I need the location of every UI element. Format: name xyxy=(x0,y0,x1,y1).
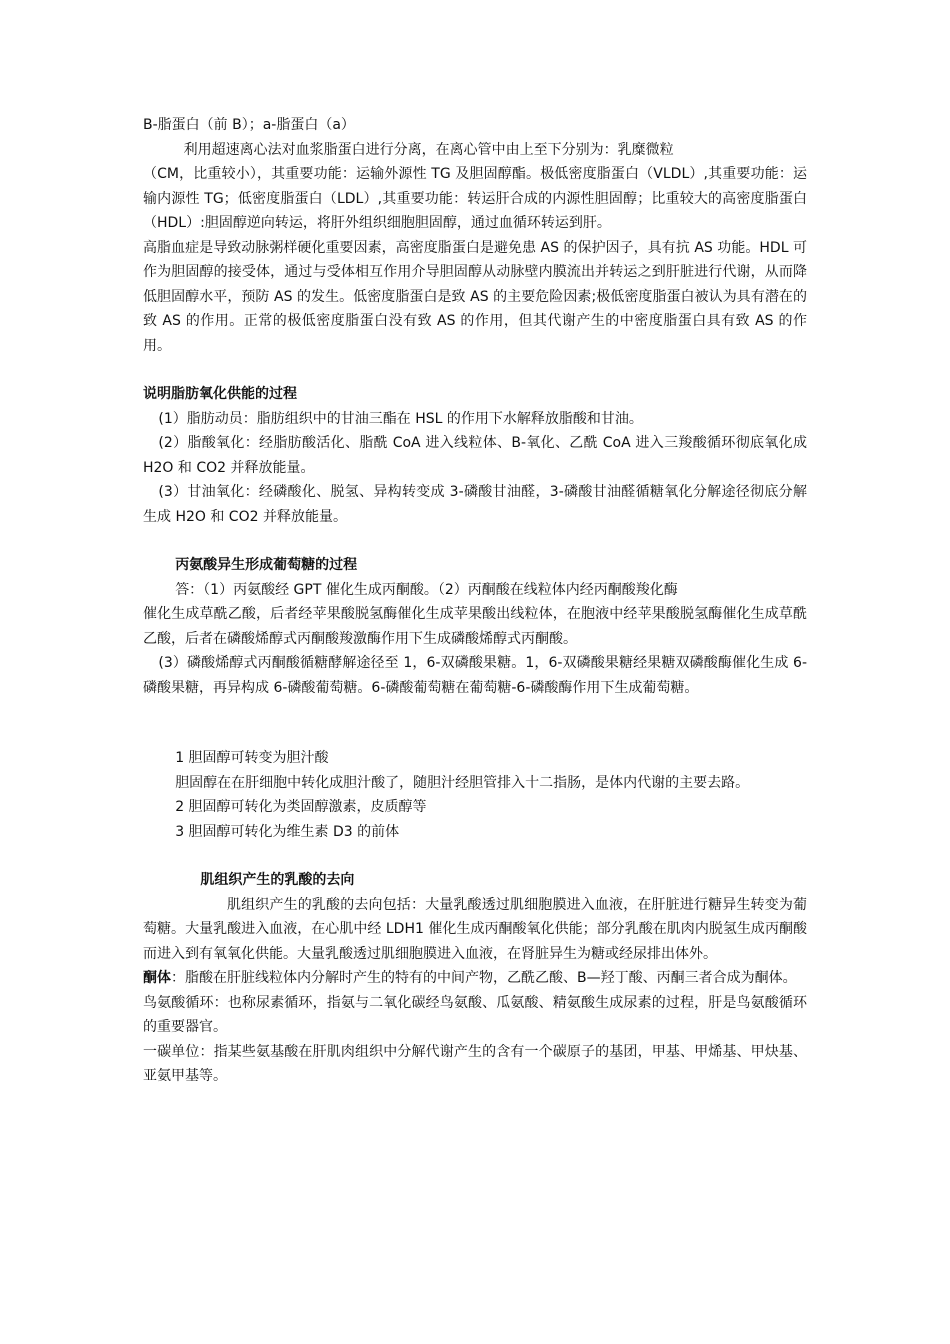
lipoprotein-line: B-脂蛋白（前 B）；a-脂蛋白（a） xyxy=(143,117,355,133)
lipoprotein-function-paragraph: （CM，比重较小），其重要功能：运输外源性 TG 及胆固醇酯。极低密度脂蛋白（VLDL）,其重要功能：运输内源性 TG；低密度脂蛋白（LDL）,其重要功能：转运肝合成的内源性胆固醇；比重较大的高密度脂蛋白（HDL）:胆固醇逆向转运，将肝外组织细胞胆固醇，通过血循环转运到肝。 xyxy=(143,166,807,231)
cholesterol-item-3: 3 胆固醇可转化为维生素 D3 的前体 xyxy=(175,823,400,840)
hyperlipidemia-paragraph: 高脂血症是导致动脉粥样硬化重要因素，高密度脂蛋白是避免患 AS 的保护因子，具有抗 AS 功能。HDL 可作为胆固醇的接受体，通过与受体相互作用介导胆固醇从动脉壁内膜流出并转运之到肝脏进行代谢，从而降低胆固醇水平，预防 AS 的发生。低密度脂蛋白是致 AS 的主要危险因素;极低密度脂蛋白被认为具有潜在的致 AS 的作用。正常的极低密度脂蛋白没有致 AS 的作用，但其代谢产生的中密度脂蛋白具有致 AS 的作用。 xyxy=(143,239,807,354)
fat-oxidation-item-1: (1）脂肪动员：脂肪组织中的甘油三酯在 HSL 的作用下水解释放脂酸和甘油。 xyxy=(158,410,643,427)
fat-oxidation-item-3: (3）甘油氧化：经磷酸化、脱氢、异构转变成 3-磷酸甘油醛，3-磷酸甘油醛循糖氧化分解途径彻底分解生成 H2O 和 CO2 并释放能量。 xyxy=(143,484,807,525)
one-carbon-definition: 一碳单位：指某些氨基酸在肝肌肉组织中分解代谢产生的含有一个碳原子的基团，甲基、甲烯基、甲炔基、亚氨甲基等。 xyxy=(143,1043,807,1084)
cholesterol-item-2: 2 胆固醇可转化为类固醇激素，皮质醇等 xyxy=(175,799,427,815)
lactate-paragraph: 肌组织产生的乳酸的去向包括：大量乳酸透过肌细胞膜进入血液，在肝脏进行糖异生转变为葡萄糖。大量乳酸进入血液，在心肌中经 LDH1 催化生成丙酮酸氧化供能；部分乳酸在肌肉内脱氢生成丙酮酸而进入到有氧氧化供能。大量乳酸透过肌细胞膜进入血液，在肾脏异生为糖或经尿排出体外。 xyxy=(143,896,807,962)
cholesterol-item-1-detail: 胆固醇在在肝细胞中转化成胆汁酸了，随胆汁经胆管排入十二指肠，是体内代谢的主要去路。 xyxy=(175,774,750,791)
ultracentrifuge-paragraph: 利用超速离心法对血浆脂蛋白进行分离，在离心管中由上至下分别为：乳糜微粒 xyxy=(183,141,674,158)
ketone-text: ：脂酸在肝脏线粒体内分解时产生的特有的中间产物，乙酰乙酸、B—羟丁酸、丙酮三者合成为酮体。 xyxy=(171,970,797,986)
fat-oxidation-item-2: (2）脂酸氧化：经脂肪酸活化、脂酰 CoA 进入线粒体、B-氧化、乙酰 CoA 进入三羧酸循环彻底氧化成 H2O 和 CO2 并释放能量。 xyxy=(143,435,807,476)
ketone-definition xyxy=(143,966,807,991)
cholesterol-item-1: 1 胆固醇可转变为胆汁酸 xyxy=(175,750,329,766)
alanine-answer: 答：（1）丙氨酸经 GPT 催化生成丙酮酸。（2）丙酮酸在线粒体内经丙酮酸羧化酶 xyxy=(175,581,678,598)
ketone-term: 酮体 xyxy=(143,970,171,986)
ornithine-cycle-definition: 鸟氨酸循环：也称尿素循环，指氨与二氧化碳经鸟氨酸、瓜氨酸、精氨酸生成尿素的过程，肝是鸟氨酸循环的重要器官。 xyxy=(143,994,807,1035)
alanine-item-3: (3）磷酸烯醇式丙酮酸循糖酵解途径至 1，6-双磷酸果糖。1，6-双磷酸果糖经果糖双磷酸酶催化生成 6-磷酸果糖，再异构成 6-磷酸葡萄糖。6-磷酸葡萄糖在葡萄糖-6-磷酸酶作用下生成葡萄糖。 xyxy=(143,655,807,696)
fat-oxidation-heading: 说明脂肪氧化供能的过程 xyxy=(143,386,297,402)
alanine-continuation: 催化生成草酰乙酸，后者经苹果酸脱氢酶催化生成苹果酸出线粒体，在胞液中经苹果酸脱氢酶催化生成草酰乙酸，后者在磷酸烯醇式丙酮酸羧激酶作用下生成磷酸烯醇式丙酮酸。 xyxy=(143,606,807,647)
alanine-gluconeogenesis-heading: 丙氨酸异生形成葡萄糖的过程 xyxy=(175,557,358,573)
lactate-heading: 肌组织产生的乳酸的去向 xyxy=(200,872,355,888)
document-page xyxy=(143,113,807,1089)
